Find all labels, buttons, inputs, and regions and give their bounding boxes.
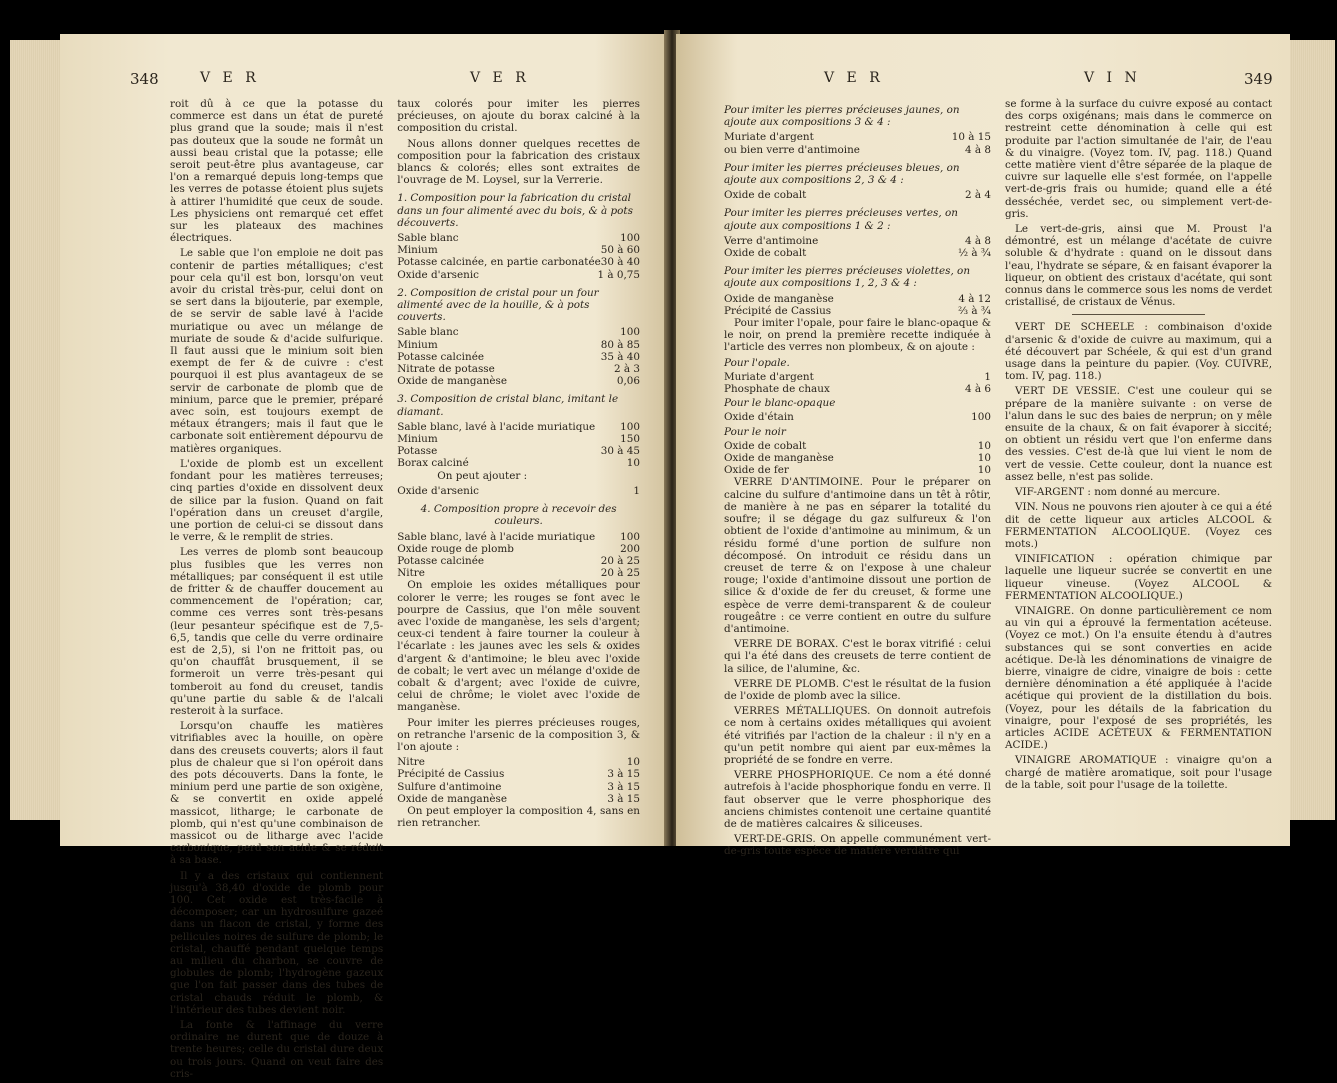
list-item (397, 244, 640, 256)
ingredient-name: ou bien verre d'antimoine (724, 143, 860, 156)
ingredient-qty: 3 à 15 (607, 780, 640, 793)
ingredient-qty: 10 (626, 756, 640, 769)
ingredient-qty: 50 à 60 (600, 244, 640, 257)
ingredient-name: Muriate d'argent (724, 370, 814, 383)
ingredient-name: Sable blanc (397, 326, 459, 339)
ingredient-qty: 1 à 0,75 (597, 268, 640, 281)
ingredient-qty: 80 à 85 (600, 338, 640, 351)
ingredient-name: Oxide de cobalt (724, 439, 807, 452)
ingredient-qty: 2 à 3 (613, 363, 640, 376)
left-running-head-col1: V E R (200, 70, 260, 86)
list-item (397, 421, 640, 433)
ingredient-name: Potasse calcinée (397, 350, 484, 363)
ingredient-name: Oxide de manganèse (724, 452, 834, 465)
entry-vert-de-vessie: VERT DE VESSIE. C'est une couleur qui se prépare de la manière suivante : on verse de l'alun dans le suc des baies de nerprun; on y mêle ensuite de la chaux, & on fait évaporer à siccité; on obtient un résidu vert que l'on enferme dans des vessies. C'est de-là que lui vient le nom de vert de vessie. Cette couleur, dont la nuance est assez belle, n'est pas solide. (1005, 385, 1272, 483)
ingredient-name: Oxide d'arsenic (397, 268, 479, 281)
ingredient-name: Précipité de Cassius (724, 304, 832, 317)
recipe-heading: 3. Composition de cristal blanc, imitant le diamant. (397, 393, 619, 418)
ingredient-name: Sable blanc, lavé à l'acide muriatique (397, 420, 596, 433)
list-item (724, 464, 991, 476)
paragraph: La fonte & l'affinage du verre ordinaire ne durent que de douze à trente heures; celle du cristal dure deux ou trois jours. Quand on veut faire des cris- (170, 1019, 384, 1080)
right-page-number: 349 (1244, 70, 1273, 88)
ingredient-qty: 1 (984, 370, 991, 383)
ingredient-name: Oxide de fer (724, 464, 789, 477)
list-item (397, 555, 640, 567)
list-item (397, 543, 640, 555)
ingredient-name: Oxide d'arsenic (397, 484, 479, 497)
paragraph: Le sable que l'on emploie ne doit pas contenir de parties métalliques; c'est pour cela qu'il est bon, lorsqu'on veut avoir du cristal très-pur, celui dont on se sert dans la bijouterie, par exemple, de se servir de sable lavé à l'acide muriatique ou avec un mélange de muriate de soude & d'acide sulfurique. Il faut aussi que le minium soit bien exempt de fer & de cuivre : c'est pourquoi il est plus avantageux de se servir de carbonate de plomb que de minium, parce que le premier, préparé avec soin, est toujours exempt de métaux étrangers; mais il faut que le carbonate soit entièrement dépourvu de matières organiques. (170, 247, 384, 455)
ingredient-name: Borax calciné (397, 457, 469, 470)
list-item (397, 457, 640, 469)
ingredient-qty: 35 à 40 (600, 350, 640, 363)
paragraph: Pour imiter les pierres précieuses vertes, on ajoute aux compositions 1 & 2 : (724, 207, 958, 232)
paragraph: taux colorés pour imiter les pierres précieuses, on ajoute du borax calciné à la composition du cristal. (397, 98, 640, 135)
ingredient-name: Oxide d'étain (724, 411, 794, 424)
list-item (724, 411, 991, 423)
paragraph: On emploie les oxides métalliques pour colorer le verre; les rouges se font avec le pourpre de Cassius, que l'on mêle souvent avec l'oxide de manganèse, les sels d'argent; ceux-ci tendent à faire tourner la couleur à l'écarlate : les jaunes avec les sels & oxides d'argent & d'antimoine; le bleu avec l'oxide de cobalt; le vert avec un mélange d'oxide de cobalt & d'argent; avec l'oxide de cuivre, celui de chrôme; le violet avec l'oxide de manganèse. (397, 579, 640, 714)
list-item (397, 363, 640, 375)
ingredient-name: Précipité de Cassius (397, 768, 505, 781)
entry-vert-de-gris: VERT-DE-GRIS. On appelle communément vert-de-gris toute espèce de matière verdâtre qui (724, 833, 991, 858)
recipe-heading: 4. Composition propre à recevoir des couleurs. (420, 503, 617, 528)
ingredient-qty: 10 (977, 464, 991, 477)
paragraph: Pour imiter les pierres précieuses rouges, on retranche l'arsenic de la composition 3, & l'on ajoute : (397, 716, 640, 753)
entry-verre-borax: VERRE DE BORAX. C'est le borax vitrifié : celui qui l'a été dans des creusets de terre contient de la silice, de l'alumine, &c. (724, 638, 991, 675)
ingredient-name: Verre d'antimoine (724, 234, 819, 247)
left-page (60, 34, 668, 1080)
left-running-head-col2: V E R (470, 70, 530, 86)
ingredient-name: Sable blanc (397, 232, 459, 245)
list-item (397, 351, 640, 363)
list-item (397, 375, 640, 387)
recipe-list (724, 371, 991, 395)
ingredient-qty: 3 à 15 (607, 792, 640, 805)
ingredient-name: Nitre (397, 756, 425, 769)
right-page-column-2 (1005, 98, 1272, 861)
ingredient-qty: 0,06 (616, 375, 640, 388)
recipe-list (724, 411, 991, 423)
entry-verre-plomb: VERRE DE PLOMB. C'est le résultat de la fusion de l'oxide de plomb avec la silice. (724, 677, 991, 702)
entry-vin: VIN. Nous ne pouvons rien ajouter à ce qui a été dit de cette liqueur aux articles ALCOOL & FERMENTATION ALCOOLIQUE. (Voyez ces mots.) (1005, 501, 1272, 550)
ingredient-qty: 100 (620, 326, 640, 339)
ingredient-name: Minium (397, 433, 438, 446)
divider (1072, 314, 1206, 315)
list-item (724, 247, 991, 259)
paragraph: se forme à la surface du cuivre exposé au contact des corps oxigénans; mais dans le commerce on restreint cette dénomination à celle qui est produite par l'action simultanée de l'air, de l'eau & du vinaigre. (Voyez tom. IV, pag. 118.) Quand cette matière vient d'être séparée de la plaque de cuivre sur laquelle elle s'est formée, on l'appelle vert-de-gris frais ou humide; quand elle a été desséchée, verdet sec, ou simplement vert-de-gris. (1005, 98, 1272, 220)
list-item (397, 326, 640, 338)
list-item (724, 235, 991, 247)
group-label: Pour le noir (724, 425, 786, 438)
ingredient-qty: 100 (620, 420, 640, 433)
ingredient-qty: 4 à 6 (964, 383, 991, 396)
paragraph: Le vert-de-gris, ainsi que M. Proust l'a démontré, est un mélange d'acétate de cuivre soluble & d'hydrate : quand on le dissout dans l'eau, l'hydrate se sépare, & en faisant évaporer la liqueur, on obtient des cristaux d'acétate, qui sont connus dans le commerce sous les noms de verdet cristallisé, de cristaux de Vénus. (1005, 223, 1272, 309)
list-item (724, 452, 991, 464)
ingredient-qty: 10 (977, 439, 991, 452)
paragraph: On peut employer la composition 4, sans en rien retrancher. (397, 804, 640, 830)
paragraph: L'oxide de plomb est un excellent fondant pour les matières terreuses; cinq parties d'oxide en dissolvent deux de silice par la fusion. Quand on fait l'opération dans un creuset d'argile, une portion de celui-ci se dissout dans le verre, & le remplit de stries. (170, 457, 384, 544)
recipe-list (397, 531, 640, 580)
ingredient-qty: 10 (626, 457, 640, 470)
ingredient-qty: 150 (620, 433, 640, 446)
paragraph: Les verres de plomb sont beaucoup plus fusibles que les verres non métalliques; par conséquent il est utile de fritter & de chauffer doucement au commencement de l'opération; car, comme ces verres sont très-pesans (leur pesanteur spécifique est de 7,5-6,5, tandis que celle du verre ordinaire est de 2,5), si l'on ne frittoit pas, ou qu'on chauffât brusquement, il se formeroit un verre très-pesant qui tomberoit au fond du creuset, tandis qu'une partie du sable & de l'alcali resteroit à la surface. (170, 546, 384, 717)
list-item (724, 144, 991, 156)
right-page-column-1 (724, 98, 991, 861)
ingredient-qty: 4 à 8 (964, 143, 991, 156)
entry-verres-metalliques: VERRES MÉTALLIQUES. On donnoit autrefois ce nom à certains oxides métalliques qui avoient été vitrifiés par l'action de la chaleur : il n'y en a qu'un petit nombre qui aient par eux-mêmes la propriété de se fondre en verre. (724, 705, 991, 766)
list-item (397, 567, 640, 579)
ingredient-qty: 1 (633, 484, 640, 497)
list-item (397, 781, 640, 793)
ingredient-qty: 3 à 15 (607, 768, 640, 781)
ingredient-name: Nitrate de potasse (397, 363, 495, 376)
ingredient-name: Minium (397, 244, 438, 257)
list-item (724, 293, 991, 305)
recipe-list (724, 131, 991, 155)
group-label: Pour le blanc-opaque (724, 397, 836, 410)
paragraph: Nous allons donner quelques recettes de composition pour la fabrication des cristaux blancs & colorés; elles sont extraites de l'ouvrage de M. Loysel, sur la Verrerie. (397, 137, 640, 187)
paragraph: Pour imiter l'opale, pour faire le blanc-opaque & le noir, on prend la première recette indiquée à l'article des verres non plombeux, & on ajoute : (724, 317, 991, 354)
paragraph: roit dû à ce que la potasse du commerce est dans un état de pureté plus grand que la soude; mais il n'est pas douteux que la soude ne formât un aussi beau cristal que la potasse; elle seroit peut-être plus avantageuse, car l'on a remarqué depuis long-temps que les verres de potasse étoient plus sujets à attirer l'humidité que ceux de soude. Les physiciens ont remarqué cet effet sur les plateaux des machines électriques. (170, 98, 384, 245)
right-page-edges (1290, 40, 1335, 820)
ingredient-qty: 30 à 45 (600, 445, 640, 458)
entry-vif-argent: VIF-ARGENT : nom donné au mercure. (1015, 486, 1221, 499)
ingredient-qty: 100 (620, 232, 640, 245)
entry-vinification: VINIFICATION : opération chimique par laquelle une liqueur sucrée se convertit en une liqueur vineuse. (Voyez ALCOOL & FERMENTATION ALCOOLIQUE.) (1005, 553, 1272, 602)
ingredient-qty: 20 à 25 (600, 567, 640, 580)
ingredient-name: Phosphate de chaux (724, 383, 830, 396)
list-item (397, 768, 640, 780)
ingredient-qty: 10 à 15 (951, 131, 991, 144)
recipe-list (397, 421, 640, 470)
ingredient-qty: 200 (620, 542, 640, 555)
ingredient-qty: 2 à 4 (964, 189, 991, 202)
left-page-column-2 (397, 98, 640, 1083)
recipe-list (724, 440, 991, 477)
ingredient-qty: 100 (971, 411, 991, 424)
list-item (724, 189, 991, 201)
ingredient-qty: 30 à 40 (600, 256, 640, 269)
ingredient-qty: ⅔ à ¾ (958, 304, 991, 317)
ingredient-qty: 20 à 25 (600, 554, 640, 567)
list-item (397, 433, 640, 445)
list-item (397, 269, 640, 281)
list-item (397, 531, 640, 543)
ingredient-name: Muriate d'argent (724, 131, 814, 144)
right-running-head (724, 70, 1272, 94)
ingredient-name: Oxide de cobalt (724, 189, 807, 202)
recipe-list (724, 189, 991, 201)
ingredient-name: Sable blanc, lavé à l'acide muriatique (397, 530, 596, 543)
ingredient-qty: 100 (620, 530, 640, 543)
paragraph: Il y a des cristaux qui contiennent jusqu'à 38,40 d'oxide de plomb pour 100. Cet oxide est très-facile à décomposer; car un hydrosulfure gazeé dans un flacon de cristal, y forme des pellicules noires de sulfure de plomb; le cristal, chauffé pendant quelque temps au milieu du charbon, se couvre de globules de plomb; l'hydrogène gazeux que l'on fait passer dans des tubes de cristal chauds réduit le plomb, & l'intérieur des tubes devient noir. (170, 869, 384, 1016)
paragraph: Lorsqu'on chauffe les matières vitrifiables avec la houille, on opère dans des creusets couverts; alors il faut plus de chaleur que si l'on opéroit dans des pots découverts. Dans la fonte, le minium perd une partie de son oxigène, & se convertit en oxide appelé massicot, litharge; le carbonate de plomb, qui n'est qu'une combinaison de massicot ou de litharge avec l'acide carbonique, perd son acide & se réduit à sa base. (170, 720, 384, 867)
list-item (397, 445, 640, 457)
list-item (724, 383, 991, 395)
ingredient-name: Potasse calcinée (397, 554, 484, 567)
ingredient-name: Potasse calcinée, en partie carbonatée (397, 256, 601, 269)
list-item (724, 131, 991, 143)
ingredient-name: Oxide de cobalt (724, 247, 807, 260)
list-item (724, 371, 991, 383)
ingredient-name: Nitre (397, 567, 425, 580)
list-item (724, 440, 991, 452)
entry-verre-phosphorique: VERRE PHOSPHORIQUE. Ce nom a été donné autrefois à l'acide phosphorique fondu en verre. Il faut observer que le verre phosphorique des anciens chimistes contenoit une certaine quantité de de matières calcaires & siliceuses. (724, 769, 991, 830)
ingredient-name: Oxide de manganèse (724, 292, 834, 305)
list-item (724, 305, 991, 317)
list-item (397, 793, 640, 805)
left-page-edges (10, 40, 60, 820)
ingredient-qty: 10 (977, 452, 991, 465)
left-page-number: 348 (130, 70, 159, 88)
ingredient-qty: 4 à 12 (958, 292, 991, 305)
paragraph: Pour imiter les pierres précieuses bleues, on ajoute aux compositions 2, 3 & 4 : (724, 161, 960, 187)
entry-vert-de-scheele: VERT DE SCHEELE : combinaison d'oxide d'arsenic & d'oxide de cuivre au maximum, qui a été découvert par Schéele, & qui est d'un grand usage dans la peinture du papier. (Voy. CUIVRE, tom. IV, pag. 118.) (1005, 321, 1272, 383)
list-item (397, 232, 640, 244)
recipe-list (397, 232, 640, 281)
recipe-heading: 1. Composition pour la fabrication du cristal dans un four alimenté avec du bois, & à pots découverts. (397, 192, 633, 229)
left-page-column-1 (170, 98, 383, 1083)
recipe-note: On peut ajouter : (437, 469, 528, 482)
left-running-head (130, 70, 640, 94)
entry-vinaigre-aromatique: VINAIGRE AROMATIQUE : vinaigre qu'on a chargé de matière aromatique, soit pour l'usage de la table, soit pour l'usage de la toilette. (1005, 754, 1272, 791)
ingredient-name: Minium (397, 338, 438, 351)
group-label: Pour l'opale. (724, 356, 790, 369)
recipe-list (397, 326, 640, 387)
list-item (397, 756, 640, 768)
paragraph: Pour imiter les pierres précieuses violettes, on ajoute aux compositions 1, 2, 3 & 4 : (724, 265, 971, 290)
entry-vinaigre: VINAIGRE. On donne particulièrement ce nom au vin qui a éprouvé la fermentation acéteuse. (Voyez ce mot.) On l'a ensuite étendu à d'autres substances qui se sont converties en acide acétique. De-là les dénominations de vinaigre de bierre, vinaigre de cidre, vinaigre de bois : cette dernière dénomination a été appliquée à l'acide acétique qui provient de la distillation du bois. (Voyez, pour les détails de la fabrication du vinaigre, pour l'exposé de ses propriétés, les articles ACIDE ACÉTEUX & FERMENTATION ACIDE.) (1005, 604, 1272, 752)
ingredient-qty: 4 à 8 (964, 234, 991, 247)
entry-verre-antimoine: VERRE D'ANTIMOINE. Pour le préparer on calcine du sulfure d'antimoine dans un têt à rôtir, de manière à ne pas en séparer la totalité du soufre; il se dégage du gaz sulfureux & l'on obtient de l'oxide d'antimoine au minimum, & un résidu formé d'une portion de sulfure non décomposé. On introduit ce résidu dans un creuset de terre & on l'expose à une chaleur rouge; l'oxide d'antimoine dissout une portion de silice & d'oxide de fer du creuset, & forme une espèce de verre demi-transparent & de couleur rougeâtre : ce verre contient en outre du sulfure d'antimoine. (724, 476, 991, 635)
list-item (397, 485, 640, 497)
ingredient-name: Oxide de manganèse (397, 792, 508, 805)
right-running-head-col1: V E R (824, 70, 884, 86)
ingredient-name: Oxide de manganèse (397, 375, 508, 388)
ingredient-qty: ½ à ¾ (958, 247, 991, 260)
recipe-list (724, 293, 991, 317)
list-item (397, 339, 640, 351)
ingredient-name: Sulfure d'antimoine (397, 780, 502, 793)
paragraph: Pour imiter les pierres précieuses jaunes, on ajoute aux compositions 3 & 4 : (724, 104, 960, 129)
right-page (676, 34, 1290, 858)
ingredient-name: Potasse (397, 445, 438, 458)
recipe-list (724, 235, 991, 259)
ingredient-name: Oxide rouge de plomb (397, 542, 514, 555)
recipe-heading: 2. Composition de cristal pour un four alimenté avec de la houille, & à pots couverts. (397, 286, 599, 324)
list-item (397, 256, 640, 268)
right-running-head-col2: V I N (1084, 70, 1141, 86)
recipe-list (397, 756, 640, 805)
